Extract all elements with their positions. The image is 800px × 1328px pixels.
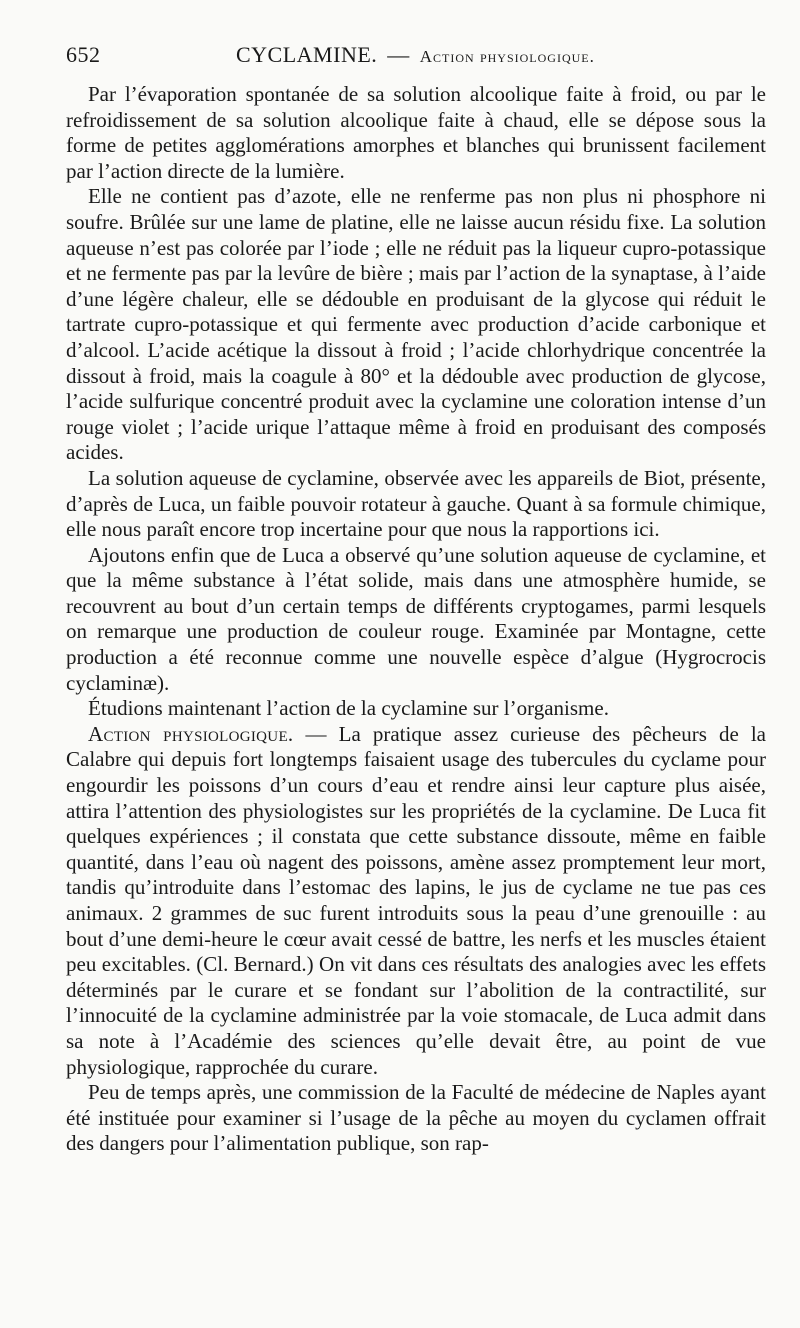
page-number: 652 [66, 42, 101, 67]
paragraph: Ajoutons enfin que de Luca a observé qu’une solution aqueuse de cyclamine, et que la même substance à l’état solide, mais dans une atmosphère humide, se recouvrent au bout d’un certain temps de différents cryptogames, parmi lesquels on remarque une production de couleur rouge. Examinée par Montagne, cette production a été reconnue comme une nouvelle espèce d’algue (Hygrocrocis cyclaminæ). [66, 542, 766, 695]
header-separator: — [387, 42, 410, 67]
section-paragraph [66, 722, 766, 1080]
paragraph: Par l’évaporation spontanée de sa solution alcoolique faite à froid, ou par le refroidissement de sa solution alcoolique faite à chaud, elle se dépose sous la forme de petites agglomérations amorphes et blanches qui brunissent facilement par l’action directe de la lumière. [66, 82, 766, 183]
page-body [66, 82, 766, 1157]
paragraph: Peu de temps après, une commission de la Faculté de médecine de Naples ayant été instituée pour examiner si l’usage de la pêche au moyen du cyclamen offrait des dangers pour l’alimentation publique, son rap- [66, 1080, 766, 1156]
running-title: CYCLAMINE. [236, 42, 378, 67]
paragraph: La solution aqueuse de cyclamine, observée avec les appareils de Biot, présente, d’après de Luca, un faible pouvoir rotateur à gauche. Quant à sa formule chimique, elle nous paraît encore trop incertaine pour que nous la rapportions ici. [66, 465, 766, 542]
paragraph: Étudions maintenant l’action de la cyclamine sur l’organisme. [88, 696, 609, 721]
section-text: — La pratique assez curieuse des pêcheurs de la Calabre qui depuis fort longtemps faisaient usage des tubercules du cyclame pour engourdir les poissons d’un cours d’eau et rendre ainsi leur capture plus aisée, attira l’attention des physiologistes sur les propriétés de la cyclamine. De Luca fit quelques expériences ; il constata que cette substance dissoute, même en faible quantité, dans l’eau où nagent des poissons, amène assez promptement leur mort, tandis qu’introduite dans l’estomac des lapins, le jus de cyclame ne tue pas ces animaux. 2 grammes de suc furent introduits sous la peau d’une grenouille : au bout d’une demi-heure le cœur avait cessé de battre, les nerfs et les muscles étaient peu excitables. (Cl. Bernard.) On vit dans ces résultats des analogies avec les effets déterminés par le curare et se fondant sur l’abolition de la contractilité, sur l’innocuité de la cyclamine administrée par la voie stomacale, de Luca admit dans sa note à l’Académie des sciences qu’elle devait être, au point de vue physiologique, rapprochée du curare. [66, 721, 767, 1079]
running-header [66, 42, 766, 82]
running-section: Action physiologique. [419, 47, 595, 66]
section-lead: Action physiologique. [88, 721, 294, 746]
paragraph: Elle ne contient pas d’azote, elle ne renferme pas non plus ni phosphore ni soufre. Brûlée sur une lame de platine, elle ne laisse aucun résidu fixe. La solution aqueuse n’est pas colorée par l’iode ; elle ne réduit pas la liqueur cupro-potassique et ne fermente pas par la levûre de bière ; mais par l’action de la synaptase, à l’aide d’une légère chaleur, elle se dédouble en produisant de la glycose qui réduit le tartrate cupro-potassique et qui fermente avec production d’acide carbonique et d’alcool. L’acide acétique la dissout à froid ; l’acide chlorhydrique concentrée la dissout à froid, mais la coagule à 80° et la dédouble avec production de glycose, l’acide sulfurique concentré produit avec la cyclamine une coloration intense d’un rouge violet ; l’acide urique l’attaque même à froid en produisant des composés acides. [66, 184, 766, 465]
